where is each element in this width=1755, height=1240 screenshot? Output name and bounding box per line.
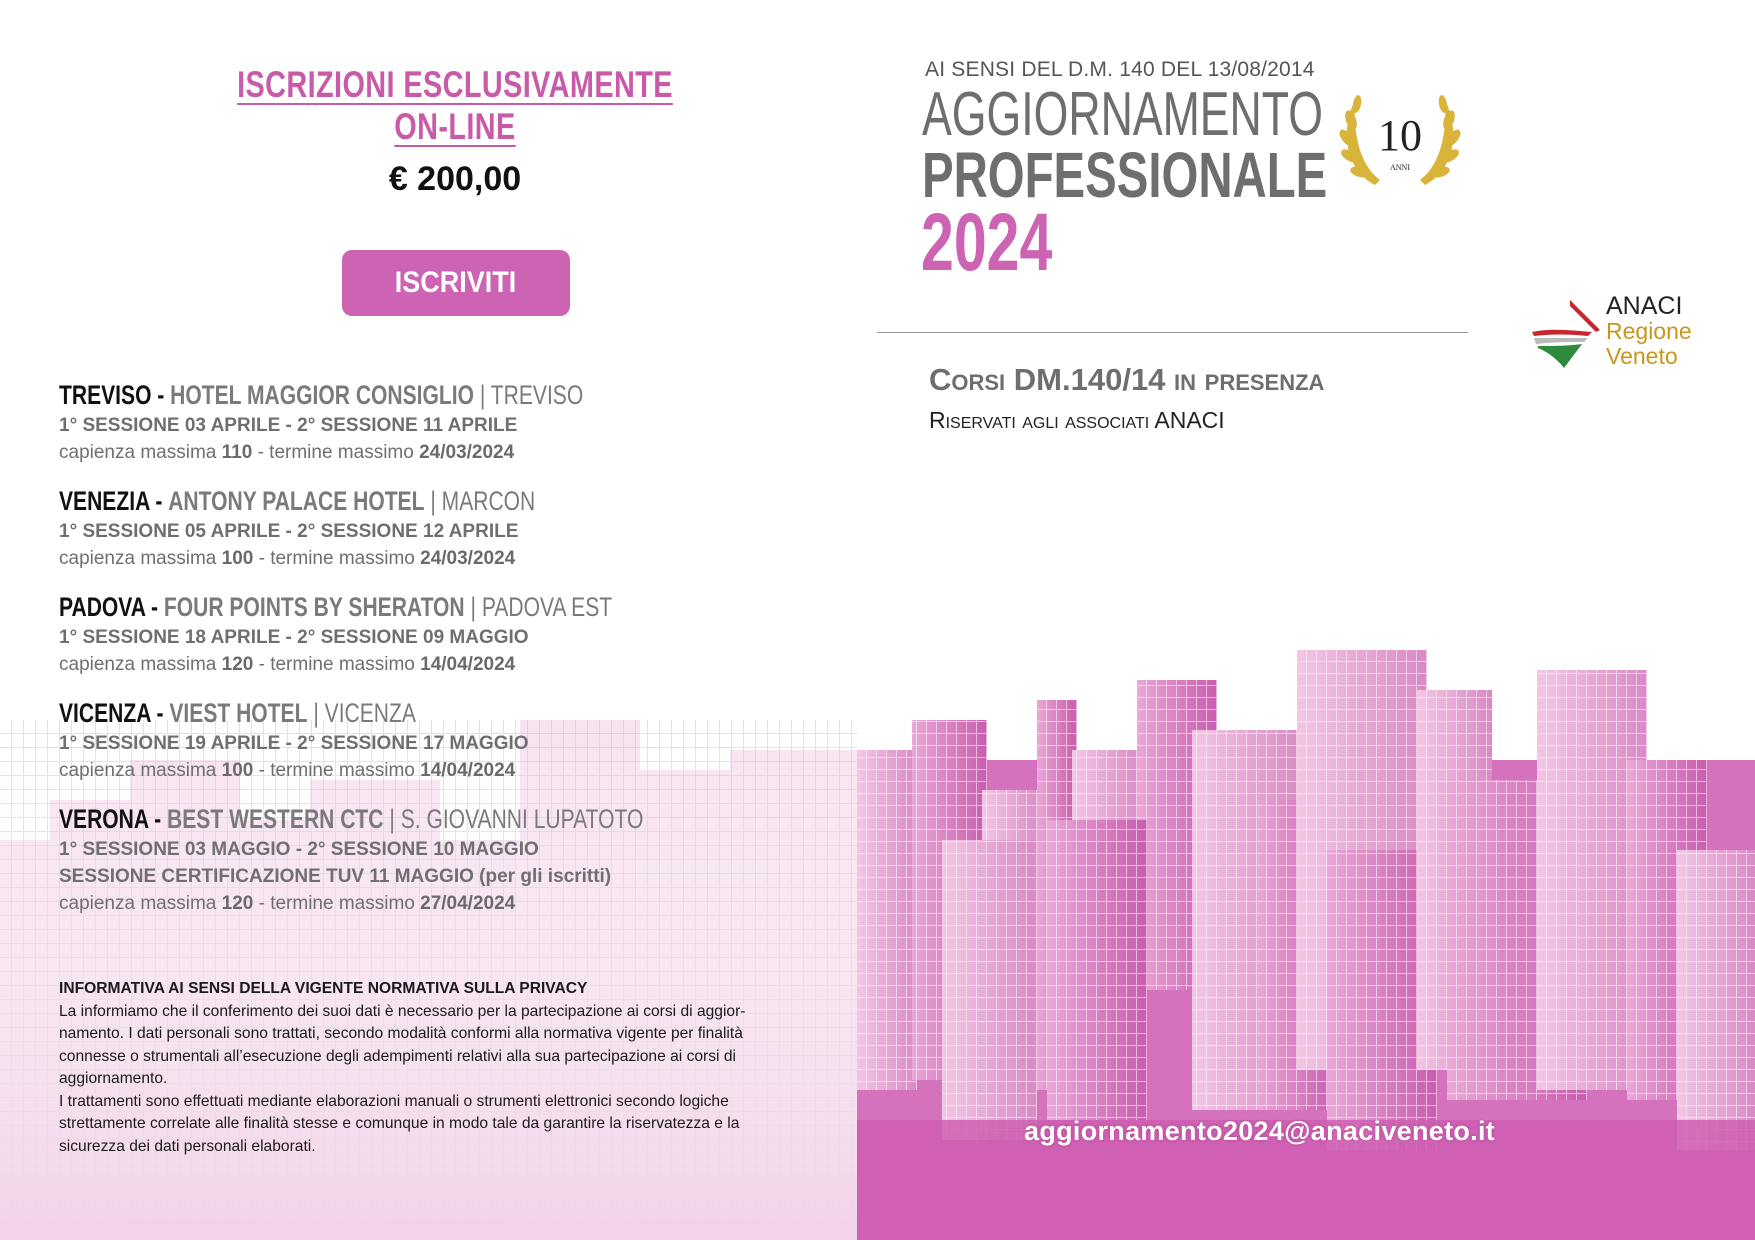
venue-hotel: HOTEL MAGGIOR CONSIGLIO [170, 380, 474, 410]
venue-separator: | [464, 592, 482, 622]
deadline-label: - termine massimo [258, 760, 415, 781]
deadline-value: 14/04/2024 [420, 654, 516, 675]
venue-hotel: BEST WESTERN CTC [167, 804, 384, 834]
deadline-value: 27/04/2024 [420, 893, 516, 914]
privacy-line: strettamente correlate alle finalità stesse e comunque in modo tale da garantire la riservatezza e la [59, 1115, 740, 1132]
venue-capacity [59, 545, 779, 572]
capacity-label: capienza massima [59, 893, 217, 914]
venue-item [59, 378, 779, 466]
title-line-2: PROFESSIONALE [922, 139, 1328, 211]
title-line-1: AGGIORNAMENTO [922, 80, 1323, 149]
anaci-name: ANACI [1606, 292, 1683, 320]
venue-header [59, 484, 761, 518]
venue-city: VICENZA - [59, 698, 164, 728]
venue-separator: | [473, 380, 491, 410]
venue-capacity [59, 439, 779, 466]
venue-place: PADOVA EST [481, 592, 613, 622]
anniversary-number: 10 [1378, 111, 1422, 160]
venue-capacity [59, 757, 779, 784]
capacity-label: capienza massima [59, 442, 217, 463]
contact-email[interactable]: aggiornamento2024@anaciveneto.it [1024, 1116, 1496, 1146]
venue-separator: | [383, 804, 401, 834]
venue-separator: | [307, 698, 325, 728]
venue-sessions: 1° SESSIONE 19 APRILE - 2° SESSIONE 17 MAGGIO [59, 733, 529, 754]
venue-hotel: FOUR POINTS BY SHERATON [163, 592, 465, 622]
title-year: 2024 [921, 197, 1053, 288]
capacity-value: 110 [221, 442, 253, 463]
venue-sessions: 1° SESSIONE 03 APRILE - 2° SESSIONE 11 APRILE [59, 415, 518, 436]
city-skyline-illustration [857, 650, 1755, 1240]
deadline-value: 14/04/2024 [420, 760, 516, 781]
anaci-chevron-logo [1530, 298, 1602, 370]
venue-capacity [59, 890, 779, 917]
venue-sessions: 1° SESSIONE 05 APRILE - 2° SESSIONE 12 APRILE [59, 521, 519, 542]
decree-reference: AI SENSI DEL D.M. 140 DEL 13/08/2014 [925, 58, 1315, 81]
online-registration-title: ISCRIZIONI ESCLUSIVAMENTE ON-LINE [237, 64, 673, 147]
venue-city: VENEZIA - [59, 486, 163, 516]
deadline-value: 24/03/2024 [420, 548, 516, 569]
venue-header [59, 378, 761, 412]
venue-item [59, 590, 779, 678]
privacy-line: sicurezza dei dati personali elaborati. [59, 1137, 316, 1155]
anniversary-label: ANNI [1390, 163, 1410, 172]
venue-capacity [59, 651, 779, 678]
privacy-notice [59, 978, 849, 1158]
privacy-line: namento. I dati personali sono trattati, secondo modalità conformi alla normativa vigente per finalità [59, 1025, 743, 1042]
laurel-wreath-icon [1335, 80, 1465, 200]
venue-header [59, 802, 761, 836]
deadline-label: - termine massimo [258, 548, 415, 569]
venue-sessions: 1° SESSIONE 03 MAGGIO - 2° SESSIONE 10 MAGGIO [59, 839, 539, 860]
capacity-label: capienza massima [59, 548, 217, 569]
venue-separator: | [424, 486, 442, 516]
price: € 200,00 [388, 160, 522, 198]
divider [877, 332, 1468, 333]
venue-item [59, 696, 779, 784]
deadline-value: 24/03/2024 [419, 442, 515, 463]
venue-header [59, 696, 761, 730]
venue-hotel: VIEST HOTEL [169, 698, 308, 728]
privacy-line: I trattamenti sono effettuati mediante elaborazioni manuali o strumenti elettronici secondo logiche [59, 1092, 729, 1110]
anaci-region: Regione [1606, 318, 1692, 344]
venue-item [59, 802, 779, 917]
venue-header [59, 590, 761, 624]
privacy-line: La informiamo che il conferimento dei suoi dati è necessario per la partecipazione ai corsi di aggior- [59, 1002, 746, 1020]
subscribe-button-label: ISCRIVITI [395, 266, 517, 299]
venue-place: MARCON [441, 486, 536, 516]
privacy-line: aggiornamento. [59, 1070, 168, 1087]
venue-city: TREVISO - [59, 380, 165, 410]
deadline-label: - termine massimo [257, 442, 414, 463]
anaci-region-name: Veneto [1606, 343, 1678, 369]
venue-extra-session: SESSIONE CERTIFICAZIONE TUV 11 MAGGIO (per gli iscritti) [59, 866, 612, 887]
venue-sessions: 1° SESSIONE 18 APRILE - 2° SESSIONE 09 MAGGIO [59, 627, 529, 648]
privacy-line: connesse o strumentali all’esecuzione degli adempimenti relativi alla sua partecipazione ai corsi di [59, 1047, 736, 1065]
capacity-value: 100 [221, 760, 254, 781]
courses-title: Corsi DM.140/14 in presenza [929, 362, 1325, 397]
venue-place: TREVISO [490, 380, 584, 410]
capacity-label: capienza massima [59, 654, 217, 675]
capacity-value: 120 [221, 893, 254, 914]
venue-place: S. GIOVANNI LUPATOTO [400, 804, 644, 834]
capacity-label: capienza massima [59, 760, 217, 781]
venue-city: VERONA - [59, 804, 162, 834]
capacity-value: 100 [221, 548, 254, 569]
deadline-label: - termine massimo [258, 654, 415, 675]
courses-subtitle: Riservati agli associati ANACI [929, 407, 1225, 433]
subscribe-button[interactable] [342, 250, 570, 316]
venue-city: PADOVA - [59, 592, 159, 622]
privacy-title: INFORMATIVA AI SENSI DELLA VIGENTE NORMATIVA SULLA PRIVACY [59, 980, 588, 997]
capacity-value: 120 [221, 654, 254, 675]
venue-item [59, 484, 779, 572]
venue-hotel: ANTONY PALACE HOTEL [168, 486, 425, 516]
venue-place: VICENZA [324, 698, 416, 728]
deadline-label: - termine massimo [258, 893, 415, 914]
anaci-wordmark [1606, 294, 1692, 369]
